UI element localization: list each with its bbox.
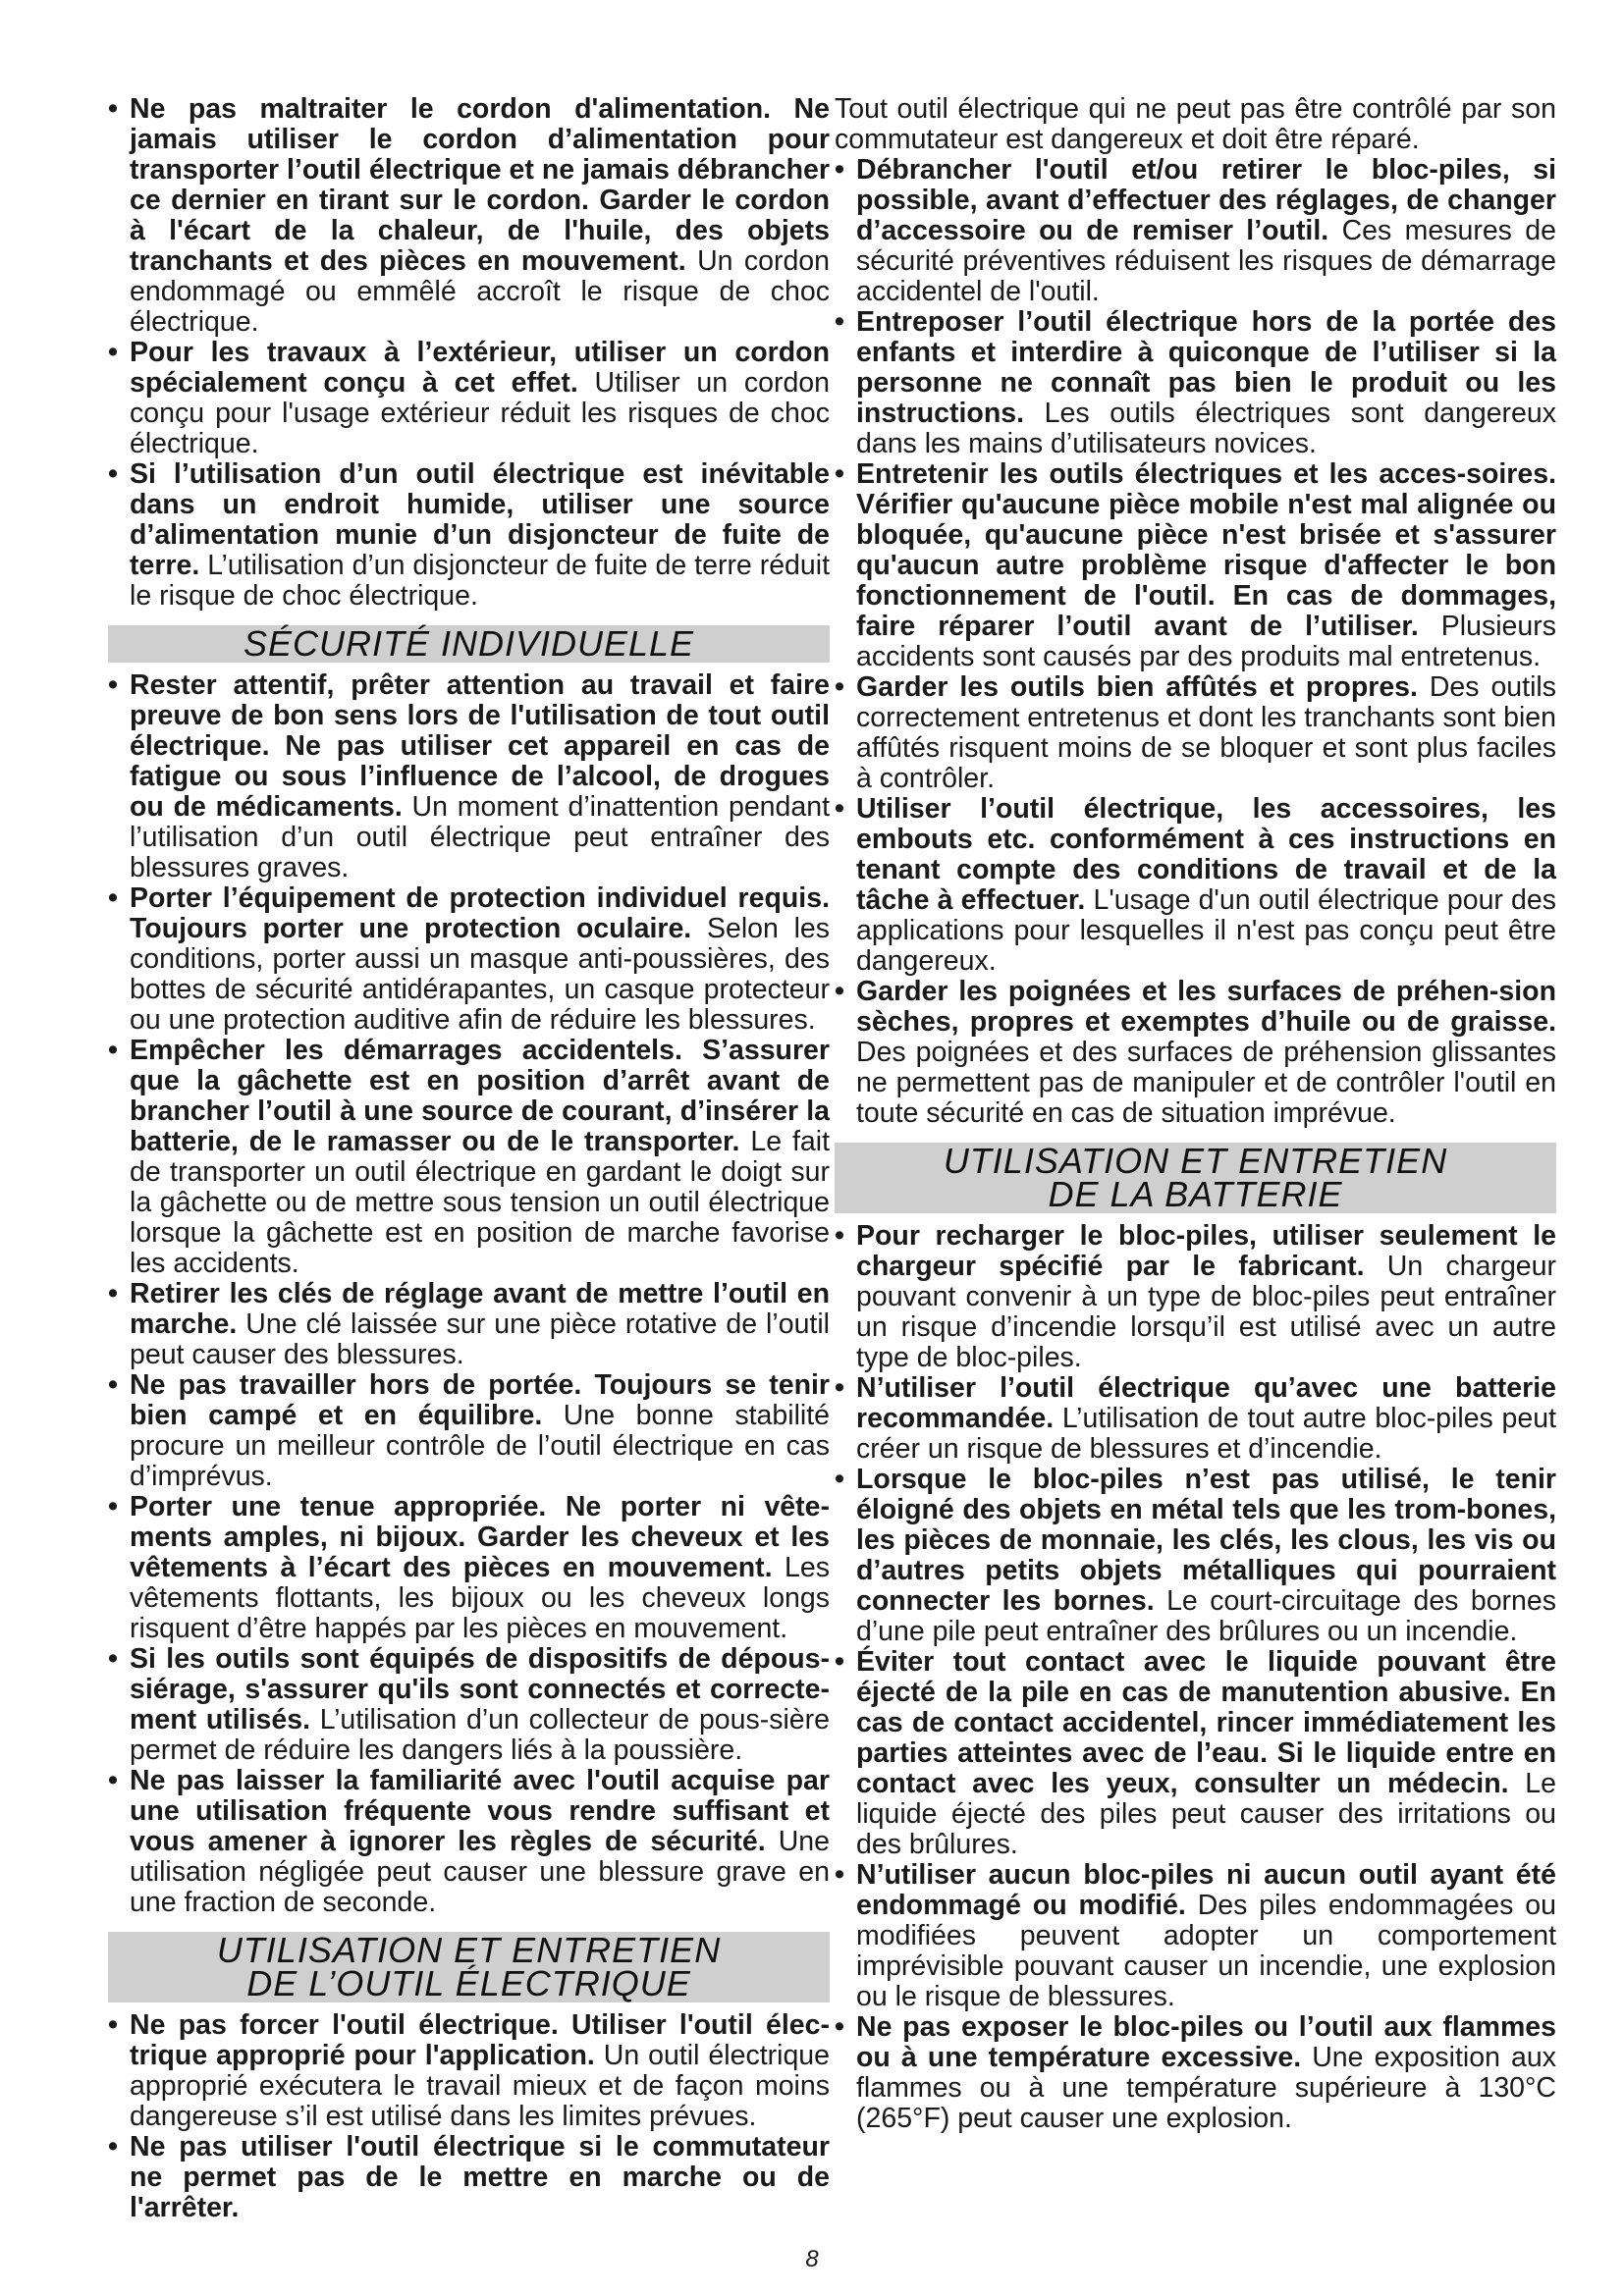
bullet-icon: • xyxy=(108,1369,118,1401)
list-item: • Pour recharger le bloc-piles, utiliser seulement le chargeur spécifié par le fabricant. Un chargeur pouvant convenir à un type de bloc-piles peut entraîner un risque d’incendie lorsqu’il est utilisé avec un autre type de bloc-piles. xyxy=(835,1220,1556,1373)
list-item: • Rester attentif, prêter attention au travail et faire preuve de bon sens lors de l'utilisation de tout outil électrique. Ne pas utiliser cet appareil en cas de fatigue ou sous l’influence de l’alcool, de drogues ou de médicaments. Un moment d’inattention pendant l’utilisation d’un outil électrique peut entraîner des blessures graves. xyxy=(108,669,830,883)
bullet-icon: • xyxy=(108,458,118,490)
list-item: • Ne pas laisser la familiarité avec l'outil acquise par une utilisation fréquente vous rendre suffisant et vous amener à ignorer les règles de sécurité. Une utilisation négligée peut causer une blessure grave en une fraction de seconde. xyxy=(108,1765,830,1918)
list-item: • N’utiliser aucun bloc-piles ni aucun outil ayant été endommagé ou modifié. Des piles endommagées ou modifiées peuvent adopter un comportement imprévisible pouvant causer un incendie, une explosion ou le risque de blessures. xyxy=(835,1859,1556,2012)
list-item: • Entreposer l’outil électrique hors de la portée des enfants et interdire à quiconque de l’utiliser si la personne ne connaît pas bien le produit ou les instructions. Les outils électriques sont dangereux dans les mains d’utilisateurs novices. xyxy=(835,306,1556,459)
list-item: • Garder les outils bien affûtés et propres. Des outils correctement entretenus et dont les tranchants sont bien affûtés risquent moins de se bloquer et sont plus faciles à contrôler. xyxy=(835,671,1556,794)
list-item: • Porter une tenue appropriée. Ne porter ni vête-ments amples, ni bijoux. Garder les cheveux et les vêtements à l’écart des pièces en mouvement. Les vêtements flottants, les bijoux ou les cheveux longs risquent d’être happés par les pièces en mouvement. xyxy=(108,1491,830,1644)
list-item: • Ne pas utiliser l'outil électrique si le commutateur ne permet pas de le mettre en marche ou de l'arrêter. xyxy=(108,2131,830,2223)
section-heading-line-2: DE LA BATTERIE xyxy=(1048,1174,1343,1214)
list-item: • Si l’utilisation d’un outil électrique est inévitable dans un endroit humide, utiliser une source d’alimentation munie d’un disjoncteur de fuite de terre. L’utilisation d’un disjoncteur de fuite de terre réduit le risque de choc électrique. xyxy=(108,458,830,612)
page-number: 8 xyxy=(805,2246,819,2272)
bullet-icon: • xyxy=(108,93,118,125)
bullet-icon: • xyxy=(108,1035,118,1066)
list-item: • Utiliser l’outil électrique, les accessoires, les embouts etc. conformément à ces instructions en tenant compte des conditions de travail et de la tâche à effectuer. L'usage d'un outil électrique pour des applications pour lesquelles il n'est pas conçu peut être dangereux. xyxy=(835,793,1557,977)
list-item: • Ne pas forcer l'outil électrique. Utiliser l'outil élec-trique approprié pour l'application. Un outil électrique approprié exécutera le travail mieux et de façon moins dangereuse s’il est utilisé dans les limites prévues. xyxy=(108,2009,830,2132)
list-item: • Empêcher les démarrages accidentels. S’assurer que la gâchette est en position d’arrêt avant de brancher l’outil à une source de courant, d’insérer la batterie, de le ramasser ou de le transporter. Le fait de transporter un outil électrique en gardant le doigt sur la gâchette ou de mettre sous tension un outil électrique lorsque la gâchette est en position de marche favorise les accidents. xyxy=(108,1035,831,1279)
section-heading-line-1: UTILISATION ET ENTRETIEN xyxy=(943,1141,1448,1181)
bullet-icon: • xyxy=(835,671,844,703)
left-column xyxy=(108,94,830,2223)
list-item: • Ne pas travailler hors de portée. Toujours se tenir bien campé et en équilibre. Une bonne stabilité procure un meilleur contrôle de l’outil électrique en cas d’imprévus. xyxy=(108,1369,830,1492)
bullet-icon: • xyxy=(108,1491,118,1522)
section-heading-tool-use-care xyxy=(108,1932,830,2002)
list-item: • Retirer les clés de réglage avant de mettre l’outil en marche. Une clé laissée sur une pièce rotative de l’outil peut causer des blessures. xyxy=(108,1278,830,1370)
list-item: • Lorsque le bloc-piles n’est pas utilisé, le tenir éloigné des objets en métal tels que les trom-bones, les pièces de monnaie, les clés, les clous, les vis ou d’autres petits objets métalliques qui pourraient connecter les bornes. Le court-circuitage des bornes d’une pile peut entraîner des brûlures ou un incendie. xyxy=(835,1464,1556,1647)
section-heading-battery-use-care xyxy=(835,1143,1556,1213)
bullet-icon: • xyxy=(835,2011,844,2043)
bullet-icon: • xyxy=(108,669,118,701)
list-item: • Ne pas maltraiter le cordon d'alimentation. Ne jamais utiliser le cordon d’alimentation pour transporter l’outil électrique et ne jamais débrancher ce dernier en tirant sur le cordon. Garder le cordon à l'écart de la chaleur, de l'huile, des objets tranchants et des pièces en mouvement. Un cordon endommagé ou emmêlé accroît le risque de choc électrique. xyxy=(108,93,830,338)
bullet-icon: • xyxy=(835,154,844,186)
bullet-icon: • xyxy=(108,1765,118,1796)
list-item: • Ne pas exposer le bloc-piles ou l’outil aux flammes ou à une température excessive. Une exposition aux flammes ou à une température supérieure à 130°C (265°F) peut causer une explosion. xyxy=(835,2011,1557,2134)
bullet-icon: • xyxy=(835,1646,844,1678)
right-column xyxy=(835,94,1556,2134)
list-item: • N’utiliser l’outil électrique qu’avec une batterie recommandée. L’utilisation de tout autre bloc-piles peut créer un risque de blessures et d’incendie. xyxy=(835,1372,1556,1465)
section-heading-line-1: UTILISATION ET ENTRETIEN xyxy=(216,1930,722,1970)
bullet-icon: • xyxy=(108,882,118,914)
bullet-icon: • xyxy=(835,1859,844,1891)
continued-text: Tout outil électrique qui ne peut pas être contrôlé par son commutateur est dangereux et doit être réparé. xyxy=(835,93,1556,155)
section-heading-text: SÉCURITÉ INDIVIDUELLE xyxy=(243,623,695,664)
list-item: • Pour les travaux à l’extérieur, utiliser un cordon spécialement conçu à cet effet. Utiliser un cordon conçu pour l'usage extérieur réduit les risques de choc électrique. xyxy=(108,337,830,459)
bullet-icon: • xyxy=(108,1278,118,1309)
bullet-icon: • xyxy=(835,1372,844,1404)
bullet-icon: • xyxy=(108,337,118,368)
bullet-icon: • xyxy=(835,1464,844,1495)
bullet-icon: • xyxy=(835,458,844,490)
bullet-icon: • xyxy=(835,306,844,338)
bullet-icon: • xyxy=(835,793,844,825)
section-heading-personal-safety xyxy=(108,625,830,663)
bullet-icon: • xyxy=(835,976,844,1007)
section-heading-line-2: DE L’OUTIL ÉLECTRIQUE xyxy=(246,1963,691,2003)
bullet-icon: • xyxy=(108,2131,118,2163)
list-item: • Entretenir les outils électriques et les acces-soires. Vérifier qu'aucune pièce mobile n'est mal alignée ou bloquée, qu'aucune pièce n'est brisée et s'assurer qu'aucun autre problème risque d'affecter le bon fonctionnement de l'outil. En cas de dommages, faire réparer l’outil avant de l’utiliser. Plusieurs accidents sont causés par des produits mal entretenus. xyxy=(835,458,1556,672)
list-item: • Garder les poignées et les surfaces de préhen-sion sèches, propres et exemptes d’huile ou de graisse. Des poignées et des surfaces de préhension glissantes ne permettent pas de manipuler et de contrôler l'outil en toute sécurité en cas de situation imprévue. xyxy=(835,976,1556,1129)
list-item: • Éviter tout contact avec le liquide pouvant être éjecté de la pile en cas de manutention abusive. En cas de contact accidentel, rincer immédiatement les parties atteintes avec de l’eau. Si le liquide entre en contact avec les yeux, consulter un médecin. Le liquide éjecté des piles peut causer des irritations ou des brûlures. xyxy=(835,1646,1557,1860)
list-item: • Si les outils sont équipés de dispositifs de dépous-siérage, s'assurer qu'ils sont connectés et correcte-ment utilisés. L’utilisation d’un collecteur de pous-sière permet de réduire les dangers liés à la poussière. xyxy=(108,1643,831,1766)
bullet-icon: • xyxy=(108,1643,118,1675)
list-item: • Débrancher l'outil et/ou retirer le bloc-piles, si possible, avant d’effectuer des réglages, de changer d’accessoire ou de remiser l’outil. Ces mesures de sécurité préventives réduisent les risques de démarrage accidentel de l'outil. xyxy=(835,154,1557,307)
list-item: • Porter l’équipement de protection individuel requis. Toujours porter une protection oculaire. Selon les conditions, porter aussi un masque anti-poussières, des bottes de sécurité antidérapantes, un casque protecteur ou une protection auditive afin de réduire les blessures. xyxy=(108,882,830,1036)
bullet-icon: • xyxy=(835,1220,844,1252)
bullet-icon: • xyxy=(108,2009,118,2041)
